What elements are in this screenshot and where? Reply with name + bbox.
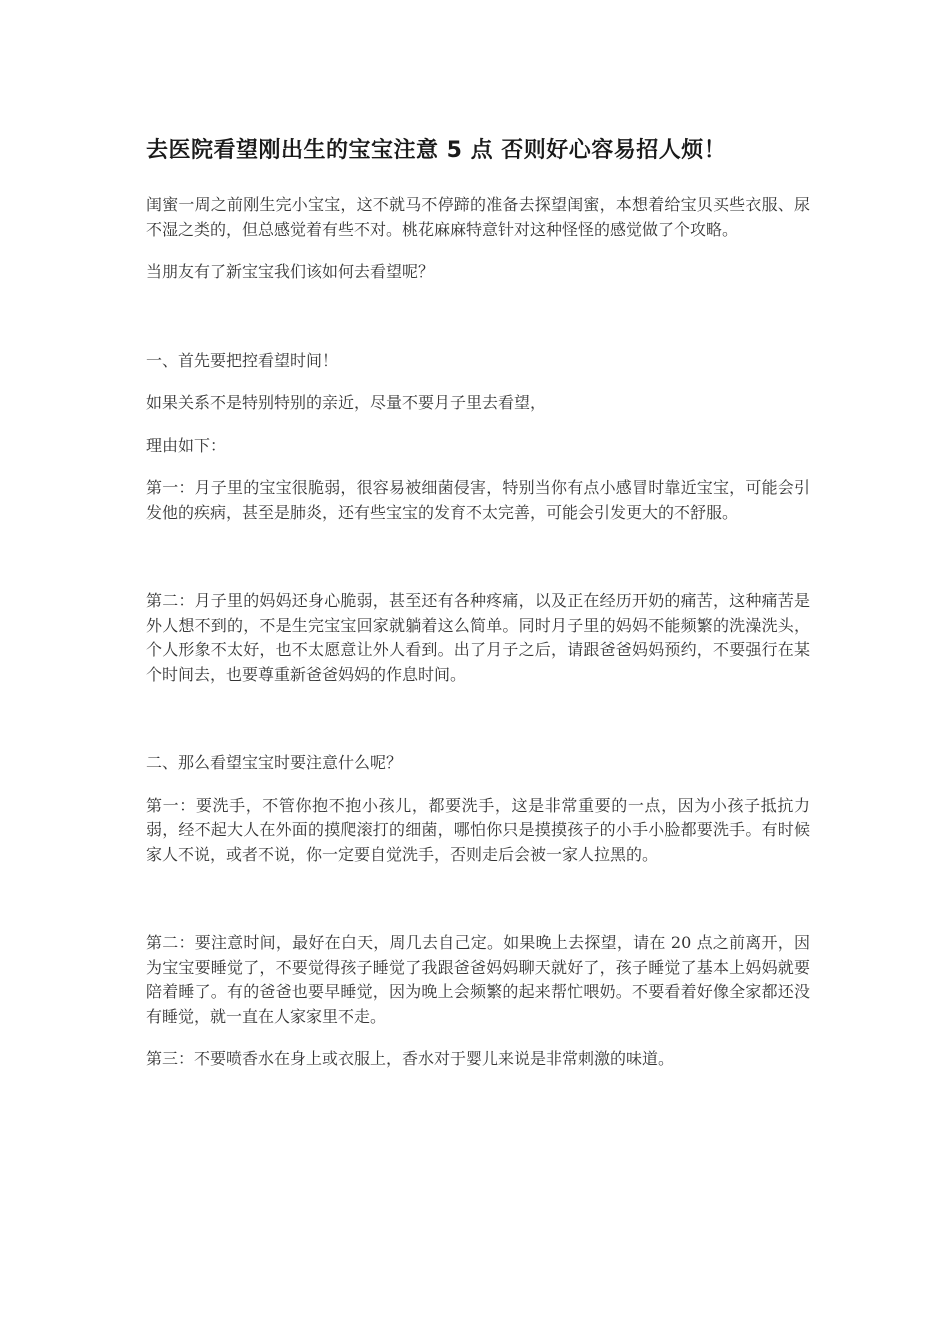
paragraph-intro: 闺蜜一周之前刚生完小宝宝，这不就马不停蹄的准备去探望闺蜜，本想着给宝贝买些衣服、尿不湿之类的，但总感觉着有些不对。桃花麻麻特意针对这种怪怪的感觉做了个攻略。: [146, 195, 810, 239]
spacer: [146, 687, 810, 751]
paragraph-tip-3: 第三：不要喷香水在身上或衣服上，香水对于婴儿来说是非常刺激的味道。: [146, 1049, 675, 1068]
spacer: [146, 285, 810, 349]
spacer: [146, 166, 810, 193]
spacer: [146, 525, 810, 589]
paragraph-advice: 如果关系不是特别特别的亲近，尽量不要月子里去看望，: [146, 393, 547, 412]
paragraph-reasons-label: 理由如下：: [146, 435, 227, 455]
article-title: 去医院看望刚出生的宝宝注意 5 点 否则好心容易招人烦！: [146, 138, 727, 163]
paragraph-question: 当朋友有了新宝宝我们该如何去看望呢？: [146, 262, 435, 281]
paragraph-tip-1: 第一：要洗手，不管你抱不抱小孩儿，都要洗手，这是非常重要的一点，因为小孩子抵抗力弱，经不起大人在外面的摸爬滚打的细菌，哪怕你只是摸摸孩子的小手小脸都要洗手。有时候家人不说，或者不说，你一定要自觉洗手，否则走后会被一家人拉黑的。: [146, 795, 810, 864]
spacer: [146, 776, 810, 794]
spacer: [146, 1029, 810, 1047]
spacer: [146, 458, 810, 476]
spacer: [146, 416, 810, 434]
article-body: [146, 136, 810, 1072]
paragraph-tip-2: 第二：要注意时间，最好在白天，周几去自己定。如果晚上去探望，请在 20 点之前离开，因为宝宝要睡觉了，不要觉得孩子睡觉了我跟爸爸妈妈聊天就好了，孩子睡觉了基本上妈妈就要陪着睡了。有的爸爸也要早睡觉，因为晚上会频繁的起来帮忙喂奶。不要看着好像全家都还没有睡觉，就一直在人家家里不走。: [146, 933, 810, 1026]
spacer: [146, 867, 810, 931]
section-heading-2: 二、那么看望宝宝时要注意什么呢？: [146, 753, 403, 772]
spacer: [146, 242, 810, 260]
spacer: [146, 373, 810, 391]
paragraph-reason-1: 第一：月子里的宝宝很脆弱，很容易被细菌侵害，特别当你有点小感冒时靠近宝宝，可能会引发他的疾病，甚至是肺炎，还有些宝宝的发育不太完善，可能会引发更大的不舒服。: [146, 478, 810, 522]
paragraph-reason-2: 第二：月子里的妈妈还身心脆弱，甚至还有各种疼痛，以及正在经历开奶的痛苦，这种痛苦是外人想不到的，不是生完宝宝回家就躺着这么简单。同时月子里的妈妈不能频繁的洗澡洗头，个人形象不太好，也不太愿意让外人看到。出了月子之后，请跟爸爸妈妈预约，不要强行在某个时间去，也要尊重新爸爸妈妈的作息时间。: [146, 591, 810, 684]
section-heading-1: 一、首先要把控看望时间！: [146, 350, 339, 370]
